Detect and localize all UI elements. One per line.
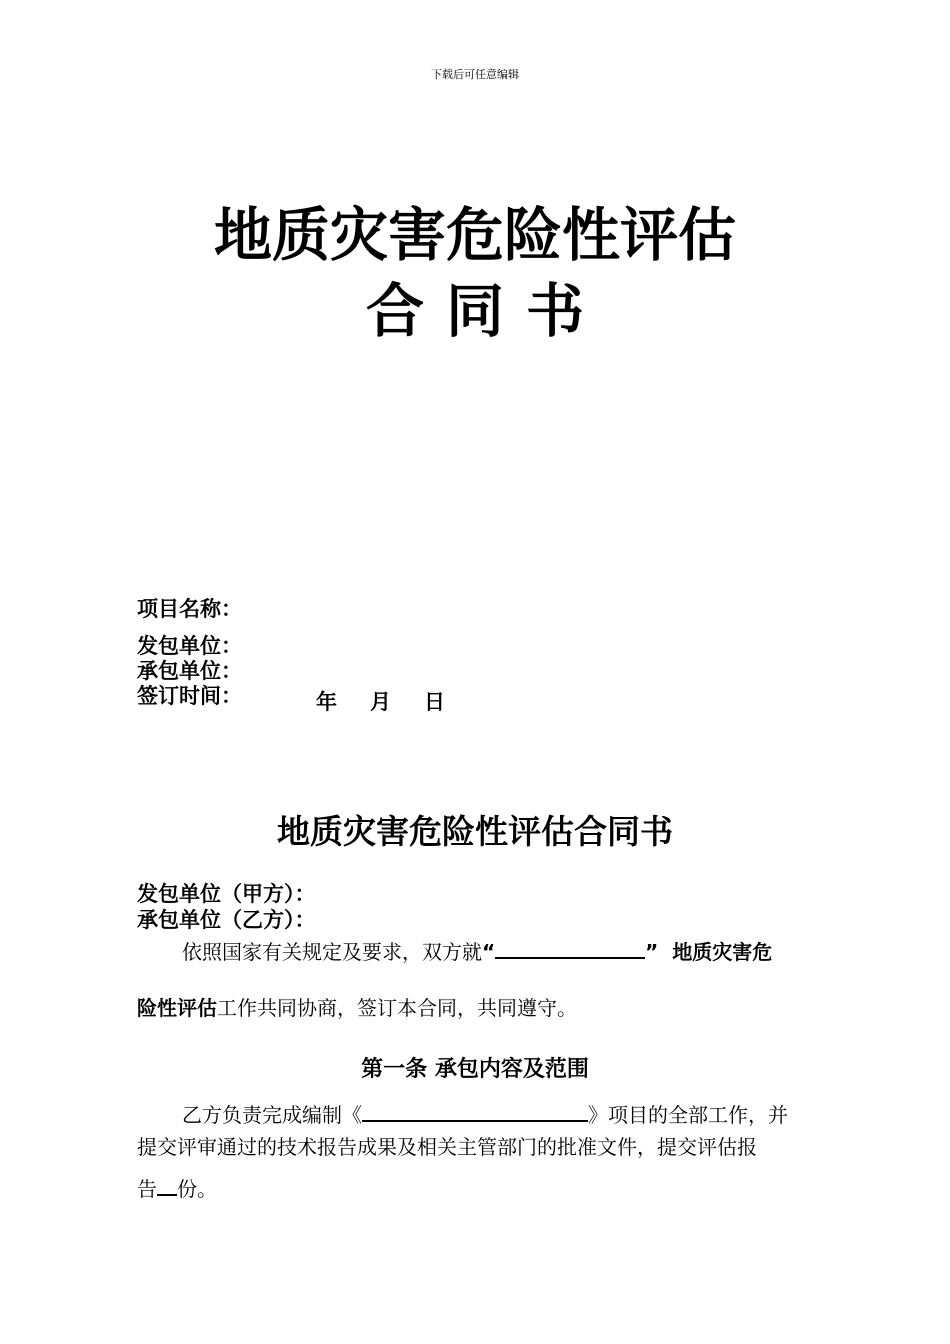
report-name-blank[interactable] bbox=[362, 1100, 588, 1122]
article1-line1 bbox=[182, 1100, 788, 1125]
intro-line2-rest: 工作共同协商，签订本合同，共同遵守。 bbox=[217, 996, 577, 1020]
intro-bold-tail: 地质灾害危 bbox=[672, 940, 773, 964]
sign-date bbox=[316, 686, 445, 716]
sign-time-label: 签订时间： bbox=[137, 684, 242, 708]
party-a-label: 发包单位（甲方）： bbox=[137, 882, 316, 906]
article1-title: 第一条 承包内容及范围 bbox=[361, 1057, 589, 1082]
cover-title-line1: 地质灾害危险性评估 bbox=[213, 201, 736, 269]
article1-line3-suffix: 份。 bbox=[177, 1177, 217, 1201]
intro-line2-bold: 险性评估 bbox=[137, 996, 217, 1020]
contract-title: 地质灾害危险性评估合同书 bbox=[277, 812, 673, 851]
party-b-label: 承包单位（乙方）： bbox=[137, 908, 316, 932]
cover-title-line2: 合同书 bbox=[365, 277, 606, 345]
article1-line2: 提交评审通过的技术报告成果及相关主管部门的批准文件，提交评估报 bbox=[137, 1135, 757, 1159]
date-day: 日 bbox=[424, 690, 445, 714]
open-quote: “ bbox=[482, 940, 496, 964]
date-month: 月 bbox=[370, 690, 391, 714]
intro-paragraph-line2 bbox=[137, 998, 577, 1018]
copies-blank[interactable] bbox=[157, 1174, 177, 1196]
project-name-blank[interactable] bbox=[495, 937, 645, 959]
article1-line1-prefix: 乙方负责完成编制《 bbox=[182, 1103, 362, 1127]
project-name-label: 项目名称： bbox=[137, 597, 242, 621]
intro-prefix: 依照国家有关规定及要求，双方就 bbox=[182, 940, 482, 964]
intro-paragraph-line1 bbox=[182, 937, 772, 962]
close-quote: ” bbox=[645, 940, 659, 964]
contractor-label: 承包单位： bbox=[137, 659, 242, 683]
article1-line1-suffix: 》项目的全部工作，并 bbox=[588, 1103, 788, 1127]
article1-line3 bbox=[137, 1174, 217, 1199]
date-year: 年 bbox=[316, 690, 337, 714]
article1-line3-prefix: 告 bbox=[137, 1177, 157, 1201]
download-note: 下载后可任意编辑 bbox=[431, 68, 519, 81]
employer-label: 发包单位： bbox=[137, 634, 242, 658]
